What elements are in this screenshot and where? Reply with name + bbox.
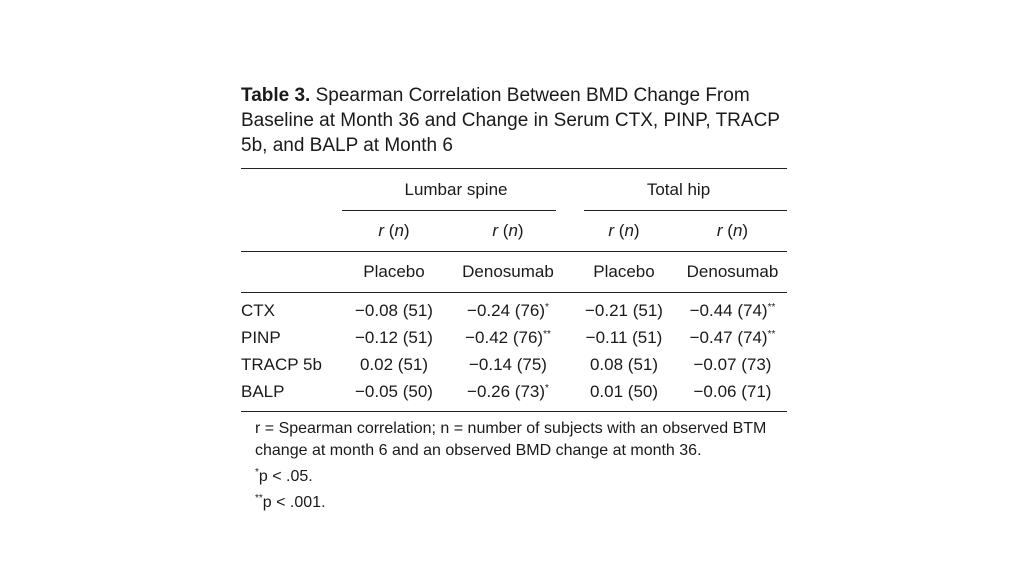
cell-value: −0.06 (71) bbox=[693, 381, 772, 401]
stat-header: r (n) bbox=[378, 221, 410, 240]
cell-value: −0.24 (76)* bbox=[467, 300, 549, 320]
correlation-table bbox=[241, 169, 787, 412]
footnote-1: *p < .05. bbox=[255, 467, 313, 485]
table-title bbox=[241, 83, 787, 158]
treatment-header-row bbox=[241, 252, 787, 293]
group-header-row bbox=[241, 169, 787, 211]
row-label: TRACP 5b bbox=[241, 354, 322, 374]
cell-value: −0.42 (76)** bbox=[465, 327, 551, 347]
table-row bbox=[241, 297, 787, 324]
cell-value: −0.44 (74)** bbox=[689, 300, 776, 320]
treatment-header: Placebo bbox=[593, 262, 655, 281]
stat-header: r (n) bbox=[608, 221, 640, 240]
cell-value: −0.08 (51) bbox=[355, 300, 433, 320]
treatment-header: Denosumab bbox=[686, 262, 779, 281]
treatment-header: Denosumab bbox=[462, 262, 554, 281]
cell-value: 0.01 (50) bbox=[589, 381, 659, 401]
footnote-definition: r = Spearman correlation; n = number of subjects with an observed BTM change at month 6 and an observed BMD change at month 36. bbox=[255, 420, 767, 459]
table-container bbox=[241, 83, 787, 514]
table-title-label: Table 3. bbox=[241, 85, 311, 106]
footnote-2: **p < .001. bbox=[255, 493, 326, 511]
cell-value: 0.02 (51) bbox=[359, 354, 429, 374]
cell-value: −0.12 (51) bbox=[355, 327, 433, 347]
stat-header: r (n) bbox=[492, 221, 524, 240]
cell-value: −0.14 (75) bbox=[469, 354, 547, 374]
table-title-text: Spearman Correlation Between BMD Change From Baseline at Month 36 and Change in Serum CTX, PINP, TRACP 5b, and BALP at Month 6 bbox=[241, 85, 780, 156]
stat-header-row bbox=[241, 211, 787, 252]
cell-value: −0.11 (51) bbox=[585, 327, 663, 347]
table-row bbox=[241, 324, 787, 351]
cell-value: −0.26 (73)* bbox=[467, 381, 549, 401]
table-row bbox=[241, 378, 787, 405]
row-label: CTX bbox=[241, 300, 275, 320]
group-header-lumbar-spine: Lumbar spine bbox=[342, 169, 570, 211]
cell-value: 0.08 (51) bbox=[589, 354, 659, 374]
cell-value: −0.21 (51) bbox=[585, 300, 663, 320]
group-header-total-hip: Total hip bbox=[570, 169, 787, 211]
table-footnotes bbox=[241, 418, 787, 514]
cell-value: −0.47 (74)** bbox=[689, 327, 776, 347]
row-label: BALP bbox=[241, 381, 285, 401]
cell-value: −0.07 (73) bbox=[693, 354, 772, 374]
stat-header: r (n) bbox=[716, 221, 749, 240]
row-label: PINP bbox=[241, 327, 281, 347]
cell-value: −0.05 (50) bbox=[355, 381, 433, 401]
table-row bbox=[241, 351, 787, 378]
treatment-header: Placebo bbox=[363, 262, 425, 281]
